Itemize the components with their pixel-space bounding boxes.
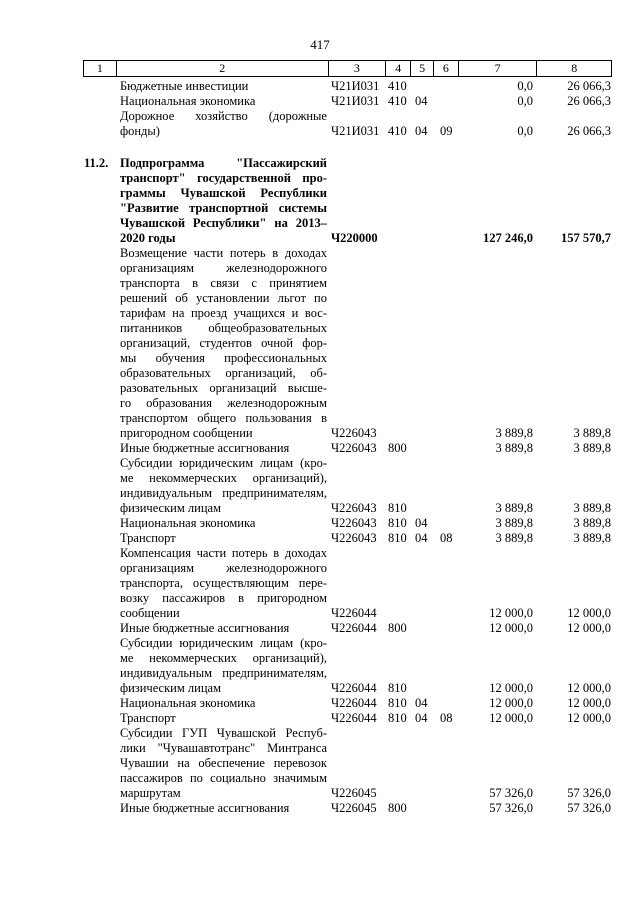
row-name-line: образовательных организаций, об- bbox=[120, 366, 327, 380]
cell-c3: Ч220000 bbox=[331, 231, 378, 245]
cell-c7: 12 000,0 bbox=[489, 696, 533, 710]
cell-c7: 12 000,0 bbox=[489, 711, 533, 725]
cell-c5: 04 bbox=[415, 696, 428, 710]
cell-c8: 26 066,3 bbox=[567, 94, 611, 108]
cell-c4: 410 bbox=[388, 94, 407, 108]
cell-c8: 157 570,7 bbox=[561, 231, 611, 245]
row-name-line: маршрутам bbox=[120, 786, 181, 800]
cell-c3: Ч226043 bbox=[331, 441, 377, 455]
cell-c8: 12 000,0 bbox=[567, 711, 611, 725]
row-name-line: сообщении bbox=[120, 606, 180, 620]
cell-c4: 810 bbox=[388, 531, 407, 545]
cell-c8: 3 889,8 bbox=[573, 516, 611, 530]
row-name bbox=[120, 516, 327, 531]
cell-c8: 12 000,0 bbox=[567, 696, 611, 710]
cell-c4: 810 bbox=[388, 711, 407, 725]
row-name-line: Национальная экономика bbox=[120, 94, 256, 108]
cell-c8: 57 326,0 bbox=[567, 786, 611, 800]
row-name bbox=[120, 156, 327, 246]
row-name bbox=[120, 246, 327, 441]
row-name bbox=[120, 94, 327, 109]
cell-c8: 26 066,3 bbox=[567, 79, 611, 93]
row-name-line: организациям железнодорожного bbox=[120, 261, 327, 275]
row-name bbox=[120, 801, 327, 816]
row-name-line: Транспорт bbox=[120, 531, 176, 545]
cell-c3: Ч226044 bbox=[331, 681, 377, 695]
cell-c7: 0,0 bbox=[517, 79, 533, 93]
cell-c3: Ч226043 bbox=[331, 516, 377, 530]
row-name-line: транспортом общего пользования в bbox=[120, 411, 327, 425]
row-name bbox=[120, 696, 327, 711]
row-name-line: организациям железнодорожного bbox=[120, 561, 327, 575]
row-name-line: Чувашии на обеспечение перевозок bbox=[120, 756, 327, 770]
cell-c3: Ч21И031 bbox=[331, 124, 380, 138]
cell-c7: 0,0 bbox=[517, 94, 533, 108]
row-name-line: Субсидии юридическим лицам (кро- bbox=[120, 456, 327, 470]
header-col-2: 2 bbox=[117, 60, 329, 77]
row-name-line: го образования железнодорожным bbox=[120, 396, 327, 410]
row-name-line: индивидуальным предпринимателям, bbox=[120, 486, 327, 500]
cell-c7: 12 000,0 bbox=[489, 621, 533, 635]
cell-c4: 810 bbox=[388, 696, 407, 710]
row-number: 11.2. bbox=[84, 156, 109, 170]
row-name bbox=[120, 621, 327, 636]
row-name-line: питанников общеобразовательных bbox=[120, 321, 327, 335]
cell-c7: 12 000,0 bbox=[489, 606, 533, 620]
cell-c6: 09 bbox=[440, 124, 453, 138]
row-name-line: возку пассажиров в пригородном bbox=[120, 591, 327, 605]
cell-c3: Ч226043 bbox=[331, 426, 377, 440]
cell-c5: 04 bbox=[415, 531, 428, 545]
row-name-line: Компенсация части потерь в доходах bbox=[120, 546, 327, 560]
row-name-line: транспорта, осуществляющим пере- bbox=[120, 576, 327, 590]
header-col-3: 3 bbox=[329, 60, 387, 77]
cell-c8: 57 326,0 bbox=[567, 801, 611, 815]
cell-c6: 08 bbox=[440, 531, 453, 545]
header-col-4: 4 bbox=[386, 60, 411, 77]
row-name-line: транспорт" государственной про- bbox=[120, 171, 327, 185]
row-name-line: физическим лицам bbox=[120, 681, 221, 695]
row-name-line: ме некоммерческих организаций), bbox=[120, 651, 327, 665]
row-name-line: транспорта в связи с принятием bbox=[120, 276, 327, 290]
cell-c7: 3 889,8 bbox=[495, 516, 533, 530]
row-name-line: 2020 годы bbox=[120, 231, 176, 245]
cell-c7: 57 326,0 bbox=[489, 801, 533, 815]
row-name-line: граммы Чувашской Республики bbox=[120, 186, 327, 200]
cell-c3: Ч226043 bbox=[331, 531, 377, 545]
row-name-line: пассажиров по социально значимым bbox=[120, 771, 327, 785]
cell-c5: 04 bbox=[415, 94, 428, 108]
row-name-line: Субсидии ГУП Чувашской Респуб- bbox=[120, 726, 327, 740]
row-name-line: Национальная экономика bbox=[120, 516, 256, 530]
row-name bbox=[120, 456, 327, 516]
cell-c4: 810 bbox=[388, 681, 407, 695]
cell-c8: 26 066,3 bbox=[567, 124, 611, 138]
row-name-line: "Развитие транспортной системы bbox=[120, 201, 327, 215]
cell-c6: 08 bbox=[440, 711, 453, 725]
cell-c3: Ч21И031 bbox=[331, 79, 380, 93]
cell-c3: Ч226044 bbox=[331, 711, 377, 725]
cell-c8: 3 889,8 bbox=[573, 501, 611, 515]
cell-c3: Ч226044 bbox=[331, 696, 377, 710]
cell-c4: 410 bbox=[388, 124, 407, 138]
row-name bbox=[120, 711, 327, 726]
cell-c5: 04 bbox=[415, 516, 428, 530]
header-col-8: 8 bbox=[537, 60, 612, 77]
cell-c8: 12 000,0 bbox=[567, 681, 611, 695]
cell-c8: 12 000,0 bbox=[567, 621, 611, 635]
cell-c5: 04 bbox=[415, 124, 428, 138]
cell-c7: 57 326,0 bbox=[489, 786, 533, 800]
row-name-line: пригородном сообщении bbox=[120, 426, 253, 440]
row-name bbox=[120, 531, 327, 546]
row-name bbox=[120, 79, 327, 94]
row-name-line: Чувашской Республики" на 2013– bbox=[120, 216, 327, 230]
row-name-line: мы обучения профессиональных bbox=[120, 351, 327, 365]
header-col-5: 5 bbox=[411, 60, 434, 77]
row-name-line: физическим лицам bbox=[120, 501, 221, 515]
row-name-line: фонды) bbox=[120, 124, 160, 138]
cell-c8: 3 889,8 bbox=[573, 441, 611, 455]
cell-c3: Ч226044 bbox=[331, 606, 377, 620]
cell-c7: 3 889,8 bbox=[495, 441, 533, 455]
cell-c4: 800 bbox=[388, 621, 407, 635]
row-name-line: Подпрограмма "Пассажирский bbox=[120, 156, 327, 170]
row-name-line: организаций, студентов очной фор- bbox=[120, 336, 327, 350]
row-name-line: тарифам на проезд учащихся и вос- bbox=[120, 306, 327, 320]
row-name bbox=[120, 636, 327, 696]
cell-c3: Ч226043 bbox=[331, 501, 377, 515]
row-name-line: ме некоммерческих организаций), bbox=[120, 471, 327, 485]
row-name-line: разовательных организаций высше- bbox=[120, 381, 327, 395]
row-name-line: индивидуальным предпринимателям, bbox=[120, 666, 327, 680]
header-col-1: 1 bbox=[83, 60, 117, 77]
cell-c3: Ч226045 bbox=[331, 801, 377, 815]
cell-c4: 410 bbox=[388, 79, 407, 93]
cell-c8: 12 000,0 bbox=[567, 606, 611, 620]
row-name bbox=[120, 546, 327, 621]
row-name bbox=[120, 726, 327, 801]
row-name-line: Иные бюджетные ассигнования bbox=[120, 441, 290, 455]
row-name-line: Дорожное хозяйство (дорожные bbox=[120, 109, 327, 123]
cell-c3: Ч21И031 bbox=[331, 94, 380, 108]
cell-c7: 3 889,8 bbox=[495, 531, 533, 545]
cell-c4: 800 bbox=[388, 441, 407, 455]
cell-c4: 810 bbox=[388, 516, 407, 530]
row-name-line: Субсидии юридическим лицам (кро- bbox=[120, 636, 327, 650]
cell-c3: Ч226045 bbox=[331, 786, 377, 800]
row-name-line: Возмещение части потерь в доходах bbox=[120, 246, 327, 260]
row-name bbox=[120, 109, 327, 139]
row-name-line: Иные бюджетные ассигнования bbox=[120, 801, 290, 815]
cell-c7: 3 889,8 bbox=[495, 426, 533, 440]
row-name-line: Транспорт bbox=[120, 711, 176, 725]
cell-c7: 3 889,8 bbox=[495, 501, 533, 515]
row-name-line: Национальная экономика bbox=[120, 696, 256, 710]
cell-c3: Ч226044 bbox=[331, 621, 377, 635]
cell-c7: 0,0 bbox=[517, 124, 533, 138]
cell-c4: 800 bbox=[388, 801, 407, 815]
cell-c8: 3 889,8 bbox=[573, 531, 611, 545]
table-header bbox=[83, 60, 612, 77]
row-name-line: решений об установлении льгот по bbox=[120, 291, 327, 305]
row-name bbox=[120, 441, 327, 456]
row-name-line: Иные бюджетные ассигнования bbox=[120, 621, 290, 635]
header-col-7: 7 bbox=[459, 60, 538, 77]
cell-c8: 3 889,8 bbox=[573, 426, 611, 440]
cell-c7: 12 000,0 bbox=[489, 681, 533, 695]
cell-c7: 127 246,0 bbox=[483, 231, 533, 245]
row-name-line: лики "Чувашавтотранс" Минтранса bbox=[120, 741, 327, 755]
page-number: 417 bbox=[310, 37, 330, 52]
cell-c5: 04 bbox=[415, 711, 428, 725]
cell-c4: 810 bbox=[388, 501, 407, 515]
header-col-6: 6 bbox=[434, 60, 459, 77]
row-name-line: Бюджетные инвестиции bbox=[120, 79, 249, 93]
